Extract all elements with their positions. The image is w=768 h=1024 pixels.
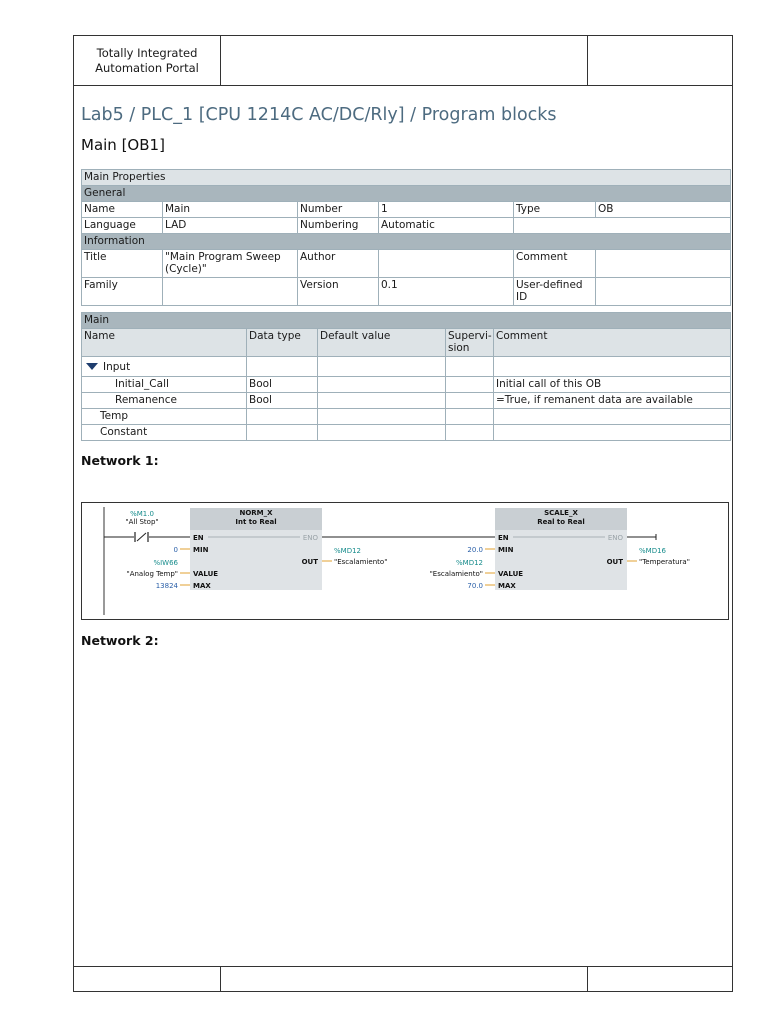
row-type: Bool xyxy=(247,393,318,409)
scale-x-out: OUT xyxy=(606,558,623,566)
prop-value: Automatic xyxy=(379,218,514,234)
scale-x-en: EN xyxy=(498,534,509,542)
properties-section-header: Main Properties xyxy=(82,170,731,186)
prop-value: "Main Program Sweep (Cycle)" xyxy=(163,250,298,278)
row-comment: =True, if remanent data are available xyxy=(494,393,731,409)
prop-label: Type xyxy=(514,202,596,218)
norm-out-address: %MD12 xyxy=(334,547,361,555)
prop-label: Family xyxy=(82,278,163,306)
row-default xyxy=(318,393,446,409)
prop-label: Author xyxy=(298,250,379,278)
page-footer xyxy=(74,966,732,991)
row-type xyxy=(247,357,318,377)
block-title: Main [OB1] xyxy=(81,136,165,154)
norm-x-en: EN xyxy=(193,534,204,542)
footer-left-cell xyxy=(74,967,221,991)
header-middle-cell xyxy=(220,36,588,85)
row-comment: Initial call of this OB xyxy=(494,377,731,393)
prop-label: Language xyxy=(82,218,163,234)
norm-x-max: MAX xyxy=(193,582,211,590)
prop-value xyxy=(596,278,731,306)
scale-max-value: 70.0 xyxy=(467,582,483,590)
prop-value xyxy=(596,250,731,278)
collapse-triangle-icon[interactable] xyxy=(86,363,98,370)
interface-table xyxy=(81,312,731,441)
norm-x-subtitle: Int to Real xyxy=(235,518,277,526)
row-type xyxy=(247,425,318,441)
row-type: Bool xyxy=(247,377,318,393)
row-supervision xyxy=(446,409,494,425)
row-comment xyxy=(494,357,731,377)
row-default xyxy=(318,409,446,425)
column-header-name: Name xyxy=(82,329,247,357)
row-type xyxy=(247,409,318,425)
row-supervision xyxy=(446,377,494,393)
column-header-comment: Comment xyxy=(494,329,731,357)
prop-label: Version xyxy=(298,278,379,306)
prop-value: OB xyxy=(596,202,731,218)
scale-value-tag: "Escalamiento" xyxy=(429,570,483,578)
scale-x-max: MAX xyxy=(498,582,516,590)
norm-x-min: MIN xyxy=(193,546,209,554)
row-comment xyxy=(494,425,731,441)
contact-negation-slash xyxy=(137,533,146,541)
empty-cell xyxy=(514,218,731,234)
prop-label: Numbering xyxy=(298,218,379,234)
norm-x-value: VALUE xyxy=(193,570,219,578)
norm-x-title: NORM_X xyxy=(239,509,273,517)
app-title: Totally Integrated Automation Portal xyxy=(74,36,221,85)
row-default xyxy=(318,377,446,393)
row-default xyxy=(318,357,446,377)
norm-max-value: 13824 xyxy=(155,582,178,590)
scale-value-address: %MD12 xyxy=(456,559,483,567)
ladder-diagram xyxy=(82,503,728,619)
table-row xyxy=(82,393,731,409)
row-name: Temp xyxy=(82,409,247,425)
norm-value-address: %IW66 xyxy=(153,559,178,567)
column-header-type: Data type xyxy=(247,329,318,357)
scale-out-address: %MD16 xyxy=(639,547,666,555)
document-page xyxy=(73,35,733,992)
breadcrumb: Lab5 / PLC_1 [CPU 1214C AC/DC/Rly] / Program blocks xyxy=(81,105,557,125)
prop-label: User-defined ID xyxy=(514,278,596,306)
scale-x-subtitle: Real to Real xyxy=(537,518,585,526)
network-2-title: Network 2: xyxy=(81,633,159,648)
norm-x-eno: ENO xyxy=(302,534,318,542)
prop-value: LAD xyxy=(163,218,298,234)
prop-value: 1 xyxy=(379,202,514,218)
scale-x-value: VALUE xyxy=(498,570,524,578)
scale-x-title: SCALE_X xyxy=(544,509,578,517)
page-header xyxy=(74,36,732,86)
scale-out-tag: "Temperatura" xyxy=(639,558,690,566)
properties-table xyxy=(81,169,731,306)
information-section-header: Information xyxy=(82,234,731,250)
scale-x-min: MIN xyxy=(498,546,514,554)
prop-value xyxy=(163,278,298,306)
ladder-network-1 xyxy=(81,502,729,620)
network-1-title: Network 1: xyxy=(81,453,159,468)
column-header-supervision: Supervi-sion xyxy=(446,329,494,357)
row-default xyxy=(318,425,446,441)
row-name: Initial_Call xyxy=(82,377,247,393)
scale-min-value: 20.0 xyxy=(467,546,483,554)
norm-min-value: 0 xyxy=(173,546,178,554)
norm-x-out: OUT xyxy=(301,558,318,566)
row-supervision xyxy=(446,425,494,441)
column-header-default: Default value xyxy=(318,329,446,357)
table-row xyxy=(82,357,731,377)
table-row xyxy=(82,409,731,425)
row-supervision xyxy=(446,393,494,409)
general-section-header: General xyxy=(82,186,731,202)
prop-value xyxy=(379,250,514,278)
scale-x-eno: ENO xyxy=(607,534,623,542)
prop-label: Name xyxy=(82,202,163,218)
prop-label: Title xyxy=(82,250,163,278)
table-row xyxy=(82,425,731,441)
row-name: Remanence xyxy=(82,393,247,409)
norm-out-tag: "Escalamiento" xyxy=(334,558,388,566)
row-supervision xyxy=(446,357,494,377)
table-row xyxy=(82,377,731,393)
prop-value: Main xyxy=(163,202,298,218)
prop-label: Comment xyxy=(514,250,596,278)
row-name: Constant xyxy=(82,425,247,441)
row-name: Input xyxy=(103,360,131,373)
interface-section-header: Main xyxy=(82,313,731,329)
contact-address: %M1.0 xyxy=(130,510,154,518)
norm-value-tag: "Analog Temp" xyxy=(126,570,178,578)
footer-middle-cell xyxy=(220,967,588,991)
prop-value: 0.1 xyxy=(379,278,514,306)
prop-label: Number xyxy=(298,202,379,218)
row-comment xyxy=(494,409,731,425)
contact-tag: "All Stop" xyxy=(125,518,159,526)
